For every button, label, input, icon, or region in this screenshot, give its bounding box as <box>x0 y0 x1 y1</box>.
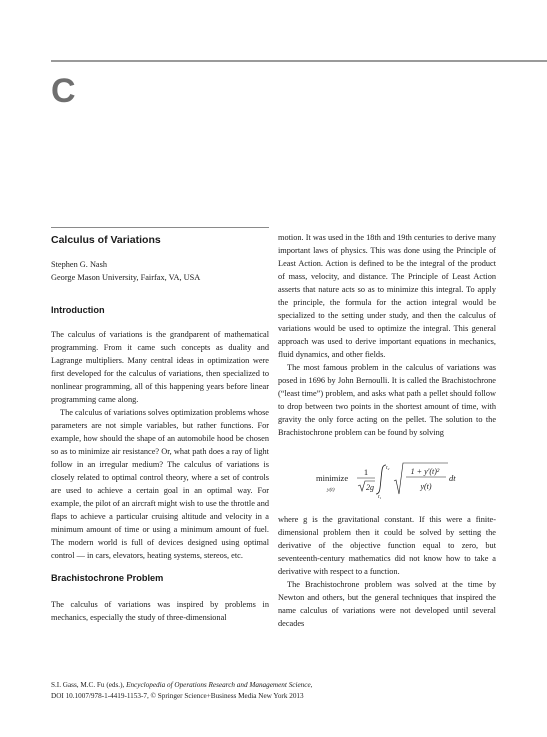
brach-paragraph-3: where g is the gravitational constant. If this were a finite-dimensional problem then it could be solved by setting the derivative of the objective function equal to zero, but seventeenth-century mathematics did not know how to take a derivative with respect to a function. <box>278 515 496 576</box>
intro-paragraph-1: The calculus of variations is the grandparent of mathematical programming. From it came such concepts as duality and Lagrange multipliers. Many central ideas in optimization were first developed for the calculus of variations, then specialized to nonlinear programming, all of this happening years before linear programming came along. <box>51 330 269 404</box>
citation-footer <box>51 680 511 702</box>
brach-paragraph-4: The Brachistochrone problem was solved at the time by Newton and others, but the general techniques that inspired the name calculus of variations were not developed until several decades <box>278 580 496 628</box>
eq-integral-sign <box>376 465 386 494</box>
heading-introduction: Introduction <box>51 305 105 315</box>
article-title: Calculus of Variations <box>51 234 161 246</box>
right-column <box>278 231 496 630</box>
brach-paragraph-1-cont: motion. It was used in the 18th and 19th centuries to derive many important laws of physics. This was done using the Principle of Least Action. Action is defined to be the integral of the product of mass, velocity, and distance. The Principle of Least Action asserts that nature acts so as to minimize this integral. To apply the principle, the formula for the action integral would be specialized to the setting under study, and then the calculus of variations would be used to optimize the integral. This general approach was used to derive important equations in mechanics, fluid dynamics, and other fields. <box>278 233 496 359</box>
author-affiliation: George Mason University, Fairfax, VA, USA <box>51 273 201 282</box>
top-rule <box>51 60 547 62</box>
eq-root2g: 2g <box>366 483 374 492</box>
brach-paragraph-2: The most famous problem in the calculus of variations was posed in 1696 by John Bernoulli. It is called the Brachistochrone (“least time”) problem, and asks what path a pellet should follow to drop between two points in the shortest amount of time, with gravity the only force acting on the pellet. The solution to the Brachistochrone problem can be found by solving <box>278 363 496 437</box>
brachistochrone-equation <box>278 461 496 499</box>
left-column <box>51 227 269 624</box>
author-name: Stephen G. Nash <box>51 260 107 269</box>
eq-denominator: y(t) <box>420 482 432 491</box>
brach-paragraph-1-start: The calculus of variations was inspired by problems in mechanics, especially the study of three-dimensional <box>51 600 269 622</box>
intro-paragraph-2: The calculus of variations solves optimization problems whose parameters are not simple variables, but rather functions. For example, how should the shape of an automobile hood be chosen so as to minimize air resistance? Or, what path does a ray of light follow in an irregular medium? The calculus of variations is closely related to optimal control theory, where a set of controls are used to achieve a certain goal in an optimal way. For example, the pilot of an aircraft might wish to use the throttle and flaps to achieve a particular cruising altitude and velocity in a minimum amount of time or using a minimum amount of fuel. The modern world is full of devices designed using optimal control — in cars, elevators, heating systems, stereos, etc. <box>51 408 269 560</box>
heading-brachistochrone: Brachistochrone Problem <box>51 573 164 583</box>
article-rule <box>51 227 269 228</box>
eq-lower-limit: t₁ <box>378 494 382 499</box>
equation-graphic <box>278 461 496 499</box>
eq-minimize: minimize <box>316 473 349 483</box>
footer-line-1 <box>51 680 511 691</box>
eq-dt: dt <box>449 473 456 483</box>
footer-book-title: Encyclopedia of Operations Research and Management Science, <box>126 681 313 689</box>
eq-minimize-sub: y(t) <box>327 487 335 493</box>
footer-doi: DOI 10.1007/978-1-4419-1153-7, © Springer Science+Business Media New York 2013 <box>51 692 304 700</box>
eq-upper-limit: t₂ <box>386 465 390 471</box>
eq-one: 1 <box>363 467 369 477</box>
footer-editors: S.I. Gass, M.C. Fu (eds.), <box>51 681 125 689</box>
section-letter: C <box>51 72 76 110</box>
eq-numerator: 1 + y′(t)² <box>410 467 440 476</box>
